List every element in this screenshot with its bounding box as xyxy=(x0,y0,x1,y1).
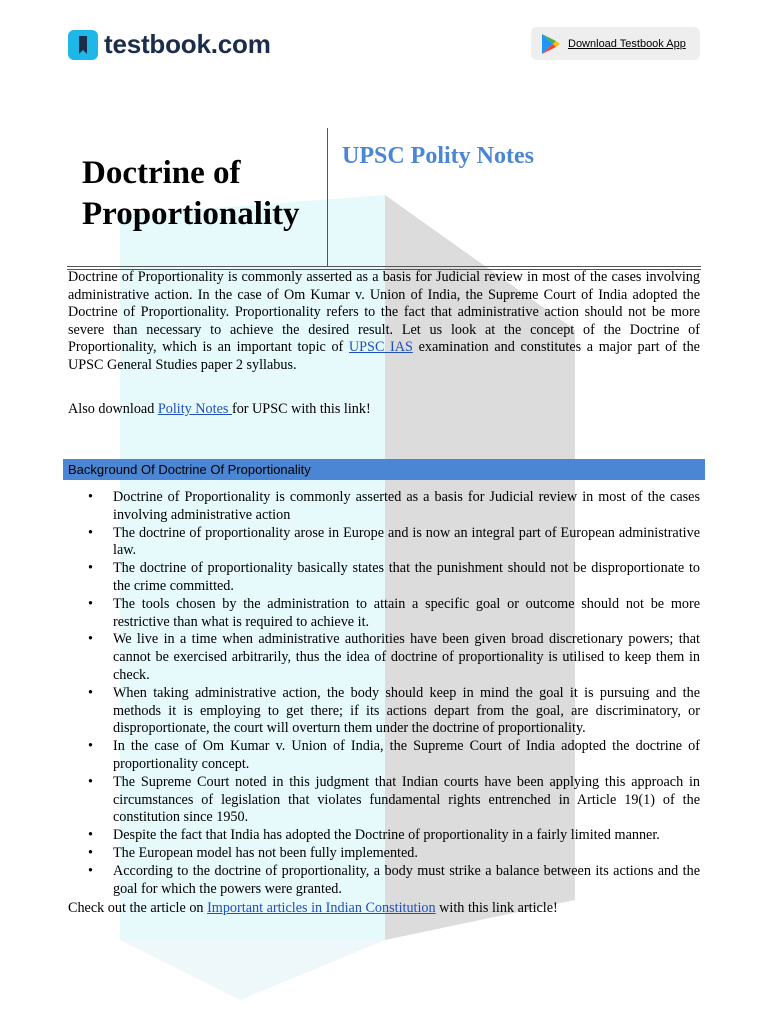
google-play-icon xyxy=(541,33,561,55)
intro-text-1: Doctrine of Proportionality is commonly asserted as a basis for Judicial review in most of the cases involving administrative action. In the case of Om Kumar v. Union of India, the Supreme Court of India adopted the Doctrine of Proportionality. Proportionality refers to the fact that administrative action should not be more severe than necessary to achieve the desired result. Let us look at the concept of the Doctrine of Proportionality, which is an important topic of xyxy=(68,269,700,356)
bullet-text: According to the doctrine of proportionality, a body must strike a balance between its actions and the goal for which the powers were granted. xyxy=(113,862,700,897)
list-item xyxy=(68,845,700,863)
intro-text-2: examination and constitutes a major part of the UPSC General Studies paper 2 syllabus. xyxy=(68,339,700,373)
logo-text: testbook.com xyxy=(104,29,271,59)
bullet-text: We live in a time when administrative authorities have been given broad discretionary powers; that cannot be exercised arbitrarily, thus the idea of doctrine of proportionality is utilised to keep them in check. xyxy=(113,631,700,683)
testbook-logo[interactable] xyxy=(68,29,271,60)
bullet-marker: • xyxy=(88,844,93,861)
list-item xyxy=(68,774,700,827)
also-prefix: Also download xyxy=(68,401,158,417)
intro-paragraph xyxy=(68,269,700,375)
list-item xyxy=(68,560,700,596)
bullet-marker: • xyxy=(88,773,93,790)
polity-notes-link[interactable]: Polity Notes xyxy=(157,401,232,417)
list-item xyxy=(68,525,700,561)
bullet-marker: • xyxy=(88,827,93,844)
header-rule-top xyxy=(67,266,701,267)
bullet-marker: • xyxy=(88,738,93,755)
list-item xyxy=(68,738,700,774)
bullet-text: The European model has not been fully implemented. xyxy=(113,844,418,861)
bullet-text: Despite the fact that India has adopted the Doctrine of proportionality in a fairly limited manner. xyxy=(113,827,660,844)
list-item xyxy=(68,631,700,684)
bullet-text: The doctrine of proportionality arose in Europe and is now an integral part of European administrative law. xyxy=(113,524,700,559)
also-download-line xyxy=(68,401,371,418)
download-app-button[interactable] xyxy=(531,27,700,60)
list-item xyxy=(68,596,700,632)
bullet-list xyxy=(68,489,700,898)
bullet-marker: • xyxy=(88,595,93,612)
bullet-text: The tools chosen by the administration to attain a specific goal or outcome should not be more restrictive than what is required to achieve it. xyxy=(113,595,700,630)
bullet-text: Doctrine of Proportionality is commonly asserted as a basis for Judicial review in most of the cases involving administrative action xyxy=(113,489,700,523)
testbook-logo-icon xyxy=(68,30,98,60)
bullet-marker: • xyxy=(88,631,93,648)
bullet-text: In the case of Om Kumar v. Union of India, the Supreme Court of India adopted the doctrine of proportionality concept. xyxy=(113,738,700,772)
title-divider xyxy=(327,128,328,267)
bullet-text: The doctrine of proportionality basically states that the punishment should not be disproportionate to the crime committed. xyxy=(113,560,700,594)
bullet-text: The Supreme Court noted in this judgment that Indian courts have been applying this approach in circumstances of legislation that violates fundamental rights entrenched in Article 19(1) of the constitution since 1950. xyxy=(113,773,700,826)
series-title: UPSC Polity Notes xyxy=(342,143,534,169)
bullet-marker: • xyxy=(88,684,93,701)
list-item xyxy=(68,863,700,899)
bullet-marker: • xyxy=(88,560,93,577)
important-articles-link[interactable]: Important articles in Indian Constitution xyxy=(207,900,436,916)
list-item xyxy=(68,685,700,738)
bullet-marker: • xyxy=(88,489,93,505)
upsc-ias-link[interactable]: UPSC IAS xyxy=(348,339,413,356)
section-heading: Background Of Doctrine Of Proportionality xyxy=(63,459,705,480)
list-item xyxy=(68,489,700,525)
list-item xyxy=(68,827,700,845)
check-suffix: with this link article! xyxy=(435,900,558,916)
bullet-marker: • xyxy=(88,862,93,879)
check-prefix: Check out the article on xyxy=(68,900,208,916)
check-article-line xyxy=(68,900,558,917)
download-app-label: Download Testbook App xyxy=(568,37,686,50)
page-title: Doctrine of Proportionality xyxy=(82,155,300,232)
bullet-text: When taking administrative action, the body should keep in mind the goal it is pursuing and the methods it is employing to get there; if its actions depart from the goal, are discriminatory, or disproportionate, the court will overturn them under the doctrine of proportionality. xyxy=(113,684,700,737)
bullet-marker: • xyxy=(88,524,93,541)
also-suffix: for UPSC with this link! xyxy=(231,401,371,417)
